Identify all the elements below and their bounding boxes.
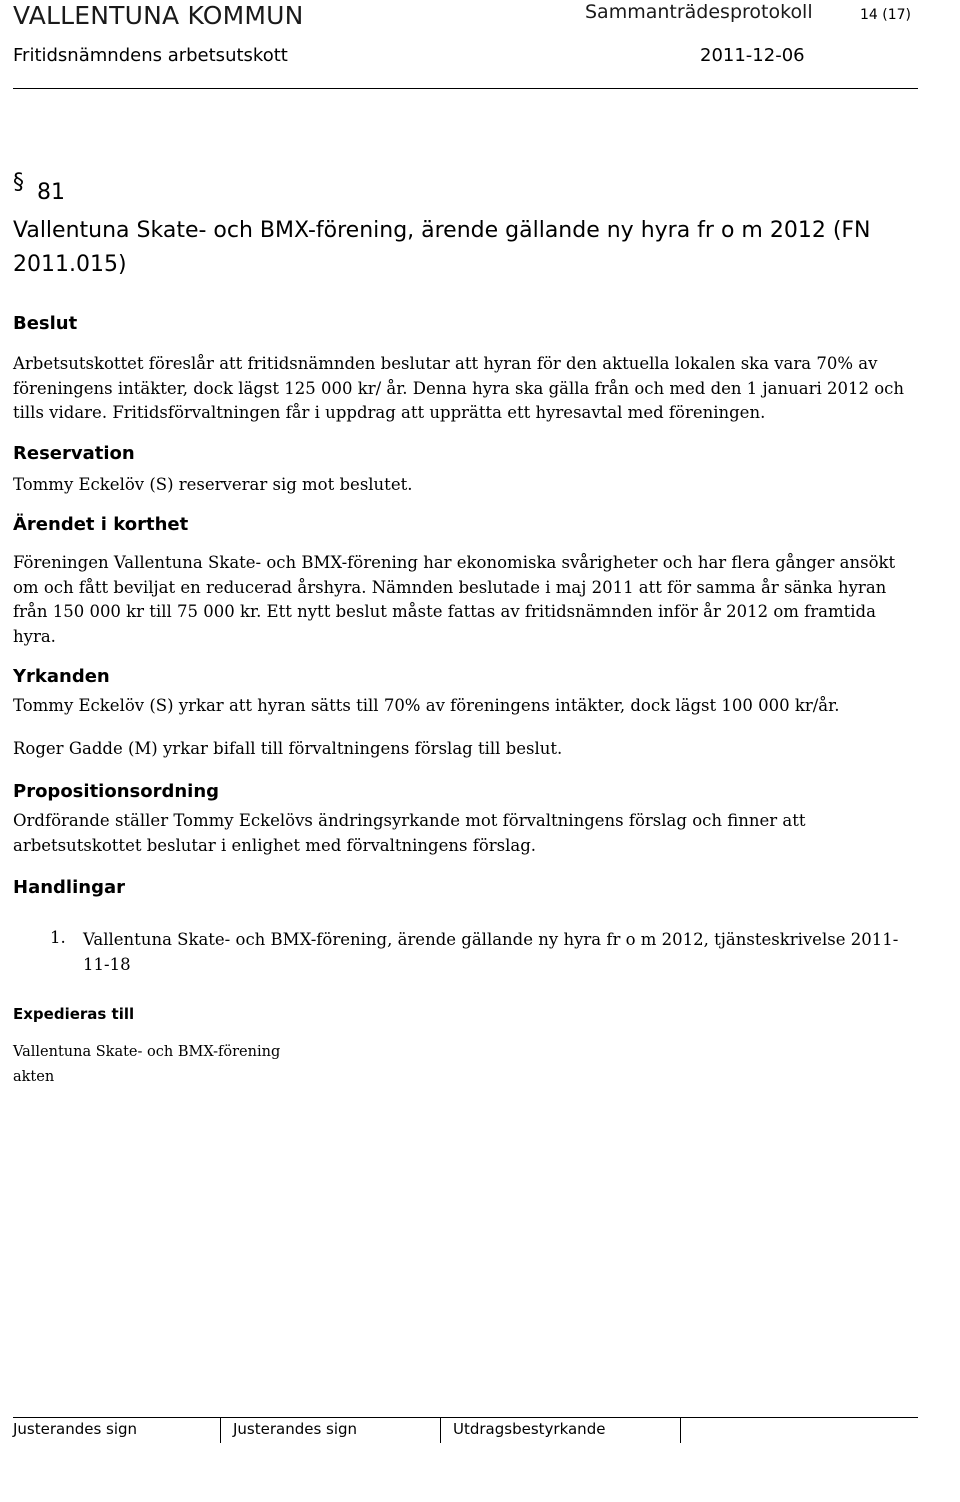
- yrkande-eckelov: Tommy Eckelöv (S) yrkar att hyran sätts till 70% av föreningens intäkter, dock lägst 100 000 kr/år.: [13, 696, 840, 715]
- arendet-heading: Ärendet i korthet: [13, 514, 189, 535]
- propositionsordning-text: Ordförande ställer Tommy Eckelövs ändringsyrkande mot förvaltningens förslag och finner att arbetsutskottet beslutar i enlighet med förvaltningens förslag.: [13, 811, 806, 855]
- footer-divider: [13, 1417, 918, 1418]
- yrkanden-heading: Yrkanden: [13, 666, 110, 687]
- page-number: 14 (17): [860, 7, 912, 23]
- signature-field-label: Utdragsbestyrkande: [453, 1420, 606, 1438]
- signature-separator: [680, 1417, 681, 1443]
- signature-separator: [220, 1417, 221, 1443]
- beslut-heading: Beslut: [13, 313, 78, 334]
- signature-field-label: Justerandes sign: [13, 1420, 138, 1438]
- document-type: Sammanträdesprotokoll: [585, 1, 813, 23]
- committee-name: Fritidsnämndens arbetsutskott: [13, 45, 288, 66]
- recipient-item: akten: [13, 1069, 55, 1085]
- organization-name: VALLENTUNA KOMMUN: [13, 1, 304, 30]
- arendet-text: Föreningen Vallentuna Skate- och BMX-förening har ekonomiska svårigheter och har flera gånger ansökt om och fått beviljat en reducerad årshyra. Nämnden beslutade i maj 2011 att för samma år sänka hyran från 150 000 kr till 75 000 kr. Ett nytt beslut måste fattas av fritidsnämnden inför år 2012 om framtida hyra.: [13, 553, 896, 646]
- propositionsordning-heading: Propositionsordning: [13, 781, 220, 802]
- expedieras-heading: Expedieras till: [13, 1005, 135, 1023]
- meeting-date: 2011-12-06: [700, 45, 805, 66]
- attachment-title: Vallentuna Skate- och BMX-förening, ärende gällande ny hyra fr o m 2012, tjänsteskrivelse 2011-11-18: [83, 930, 899, 974]
- signature-separator: [440, 1417, 441, 1443]
- recipient-item: Vallentuna Skate- och BMX-förening: [13, 1044, 281, 1060]
- signature-field-label: Justerandes sign: [233, 1420, 358, 1438]
- header-divider: [13, 88, 918, 89]
- paragraph-sign: §: [13, 170, 24, 195]
- section-title: Vallentuna Skate- och BMX-förening, ärende gällande ny hyra fr o m 2012 (FN 2011.015): [13, 218, 871, 277]
- reservation-heading: Reservation: [13, 443, 135, 464]
- reservation-text: Tommy Eckelöv (S) reserverar sig mot beslutet.: [13, 475, 413, 494]
- beslut-text: Arbetsutskottet föreslår att fritidsnämnden beslutar att hyran för den aktuella lokalen ska vara 70% av föreningens intäkter, dock lägst 125 000 kr/ år. Denna hyra ska gälla från och med den 1 januari 2012 och tills vidare. Fritidsförvaltningen får i uppdrag att upprätta ett hyresavtal med föreningen.: [13, 354, 905, 422]
- paragraph-number: 81: [37, 180, 65, 205]
- handlingar-heading: Handlingar: [13, 877, 125, 898]
- yrkande-gadde: Roger Gadde (M) yrkar bifall till förvaltningens förslag till beslut.: [13, 739, 563, 758]
- attachment-number: 1.: [50, 928, 66, 947]
